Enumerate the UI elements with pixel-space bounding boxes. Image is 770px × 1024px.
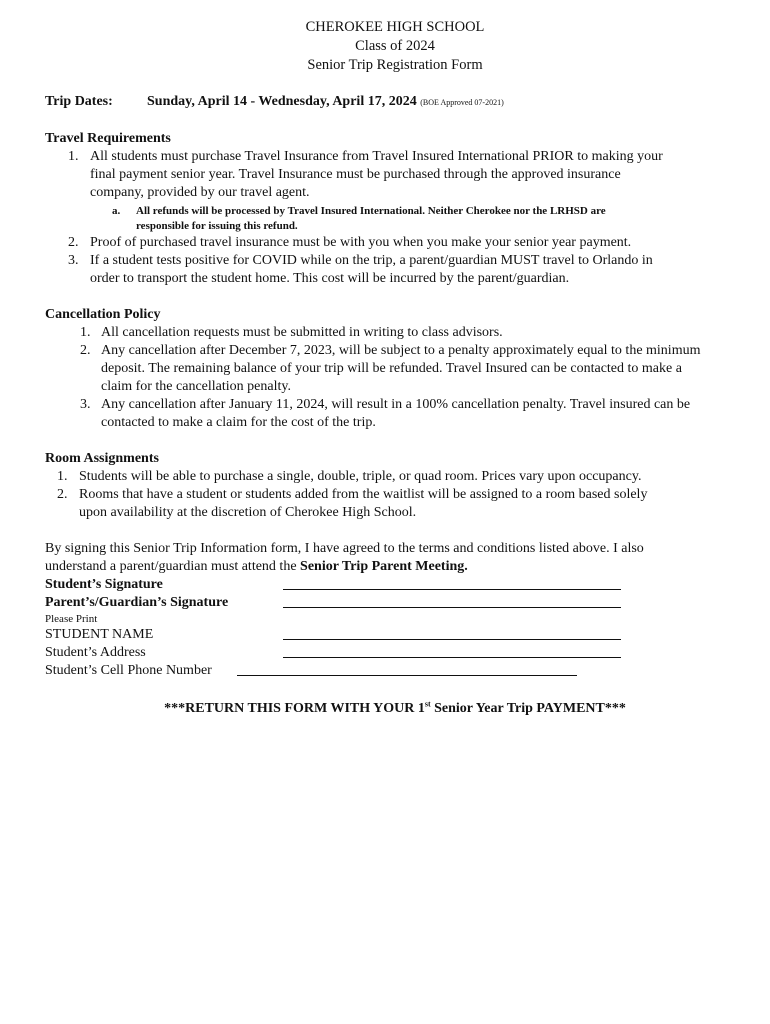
room-assignments-title: Room Assignments bbox=[45, 451, 159, 466]
boe-approval-note: (BOE Approved 07-2021) bbox=[420, 98, 504, 107]
travel-requirements-list bbox=[45, 148, 757, 288]
list-item: 2. Any cancellation after December 7, 2023, will be subject to a penalty approximately equal to the minimum deposit. The remaining balance of your trip will be refunded. Travel Insured can be contacted to make a claim for the cancellation penalty. bbox=[80, 343, 701, 394]
list-item: 3. If a student tests positive for COVID while on the trip, a parent/guardian MUST travel to Orlando in order to transport the student home. This cost will be incurred by the parent/guardian. bbox=[68, 253, 653, 286]
form-title: Senior Trip Registration Form bbox=[307, 57, 483, 73]
refund-subnote: a. All refunds will be processed by Travel Insured International. Neither Cherokee nor the LRHSD are responsible for issuing this refund. bbox=[112, 205, 606, 232]
cancellation-policy-list bbox=[45, 324, 757, 432]
room-assignments-list bbox=[45, 468, 757, 522]
registration-form bbox=[45, 18, 757, 718]
list-item: 3. Any cancellation after January 11, 2024, will result in a 100% cancellation penalty. Travel insured can be contacted to make a claim for the cost of the trip. bbox=[80, 397, 691, 430]
student-signature-line[interactable] bbox=[283, 576, 621, 590]
trip-dates-label: Trip Dates: bbox=[45, 94, 113, 109]
student-phone-line[interactable] bbox=[237, 662, 577, 676]
trip-dates-value: Sunday, April 14 - Wednesday, April 17, 2024 bbox=[147, 94, 417, 109]
parent-signature-label: Parent’s/Guardian’s Signature bbox=[45, 595, 229, 610]
trip-dates-row bbox=[45, 93, 757, 112]
cancellation-policy-title: Cancellation Policy bbox=[45, 307, 161, 322]
list-item: 1. Students will be able to purchase a single, double, triple, or quad room. Prices vary upon occupancy. bbox=[57, 469, 642, 484]
class-year: Class of 2024 bbox=[355, 38, 435, 54]
school-name: CHEROKEE HIGH SCHOOL bbox=[305, 19, 485, 35]
parent-signature-row bbox=[45, 594, 757, 612]
student-phone-row bbox=[45, 662, 757, 680]
list-item: 1. All students must purchase Travel Insurance from Travel Insured International PRIOR to making your final payment senior year. Travel Insurance must be purchased through the approved insurance company, provided by our travel agent. a. All refunds will be processed by Travel Insured International. Neither Cherokee nor the LRHSD are responsible for issuing this refund. bbox=[45, 148, 757, 234]
list-item: 2. Rooms that have a student or students added from the waitlist will be assigned to a room based solely upon availability at the discretion of Cherokee High School. bbox=[57, 487, 648, 520]
student-name-row bbox=[45, 626, 757, 644]
student-phone-label: Student’s Cell Phone Number bbox=[45, 663, 212, 678]
student-name-line[interactable] bbox=[283, 626, 621, 640]
please-print-label: Please Print bbox=[45, 613, 98, 625]
student-signature-label: Student’s Signature bbox=[45, 577, 163, 592]
return-form-notice: ***RETURN THIS FORM WITH YOUR 1st Senior Year Trip PAYMENT*** bbox=[164, 699, 626, 716]
parent-meeting-text: Senior Trip Parent Meeting. bbox=[300, 559, 468, 574]
travel-requirements-title: Travel Requirements bbox=[45, 131, 171, 146]
signature-block bbox=[45, 576, 757, 680]
student-address-label: Student’s Address bbox=[45, 645, 146, 660]
parent-signature-line[interactable] bbox=[283, 594, 621, 608]
student-address-row bbox=[45, 644, 757, 662]
agreement-paragraph: By signing this Senior Trip Information form, I have agreed to the terms and conditions listed above. I also understand a parent/guardian must attend the Senior Trip Parent Meeting. bbox=[45, 541, 644, 574]
student-address-line[interactable] bbox=[283, 644, 621, 658]
list-item: 2. Proof of purchased travel insurance must be with you when you make your senior year payment. bbox=[68, 235, 632, 250]
form-header bbox=[45, 18, 745, 75]
list-item: 1. All cancellation requests must be submitted in writing to class advisors. bbox=[80, 325, 503, 340]
student-signature-row bbox=[45, 576, 757, 594]
student-name-label: STUDENT NAME bbox=[45, 627, 154, 642]
